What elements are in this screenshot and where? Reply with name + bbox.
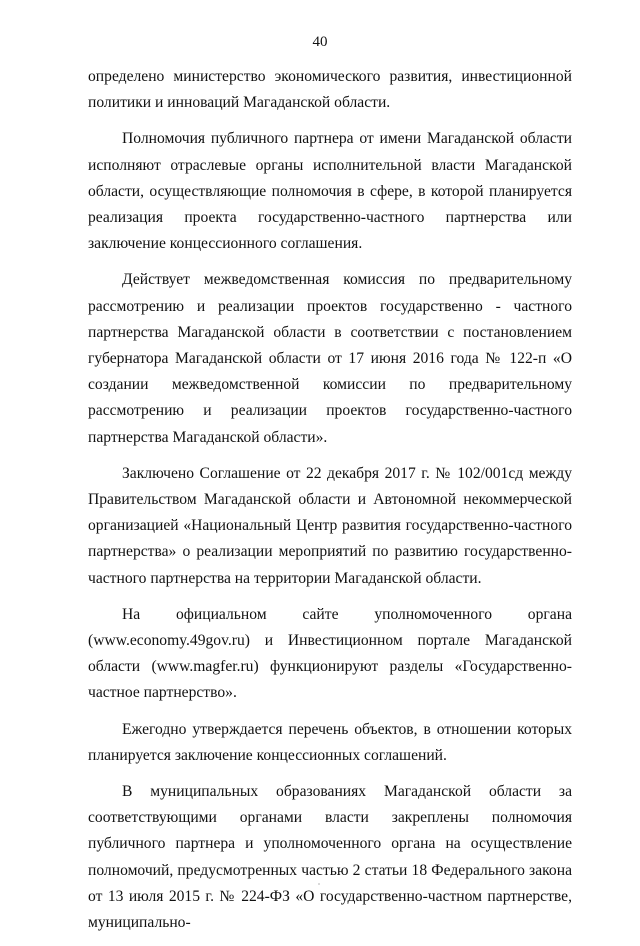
- paragraph-6: Ежегодно утверждается перечень объектов, в отношении которых планируется заключение концессионных соглашений.: [88, 720, 572, 764]
- paragraph-7: В муниципальных образованиях Магаданской области за соответствующими органами власти закреплены полномочия публичного партнера и уполномоченного органа на осуществление полномочий, предусмотренных частью 2 статьи 18 Федерального закона от 13 июля 2015 г. № 224-ФЗ «О государственно-частном партнерстве, муниципально-: [88, 783, 572, 932]
- paragraph-2: Полномочия публичного партнера от имени Магаданской области исполняют отраслевые органы исполнительной власти Магаданской области, осуществляющие полномочия в сфере, в которой планируется реализация проекта государственно-частного партнерства или заключение концессионного соглашения.: [88, 130, 572, 253]
- paragraph-1: определено министерство экономического развития, инвестиционной политики и инноваций Магаданской области.: [88, 68, 572, 112]
- paragraph-3: Действует межведомственная комиссия по предварительному рассмотрению и реализации проектов государственно - частного партнерства Магаданской области в соответствии с постановлением губернатора Магаданской области от 17 июня 2016 года № 122-п «О создании межведомственной комиссии по предварительному рассмотрению и реализации проектов государственно-частного партнерства Магаданской области».: [88, 271, 572, 446]
- paragraph-5: На официальном сайте уполномоченного органа (www.economy.49gov.ru) и Инвестиционном портале Магаданской области (www.magfer.ru) функционируют разделы «Государственно-частное партнерство».: [88, 605, 572, 702]
- paragraph-4: Заключено Соглашение от 22 декабря 2017 г. № 102/001сд между Правительством Магаданской области и Автономной некоммерческой организацией «Национальный Центр развития государственно-частного партнерства» о реализации мероприятий по развитию государственно-частного партнерства на территории Магаданской области.: [88, 464, 572, 587]
- page-number: 40: [312, 34, 328, 50]
- body-text: [88, 64, 572, 946]
- scan-speck: [318, 883, 320, 885]
